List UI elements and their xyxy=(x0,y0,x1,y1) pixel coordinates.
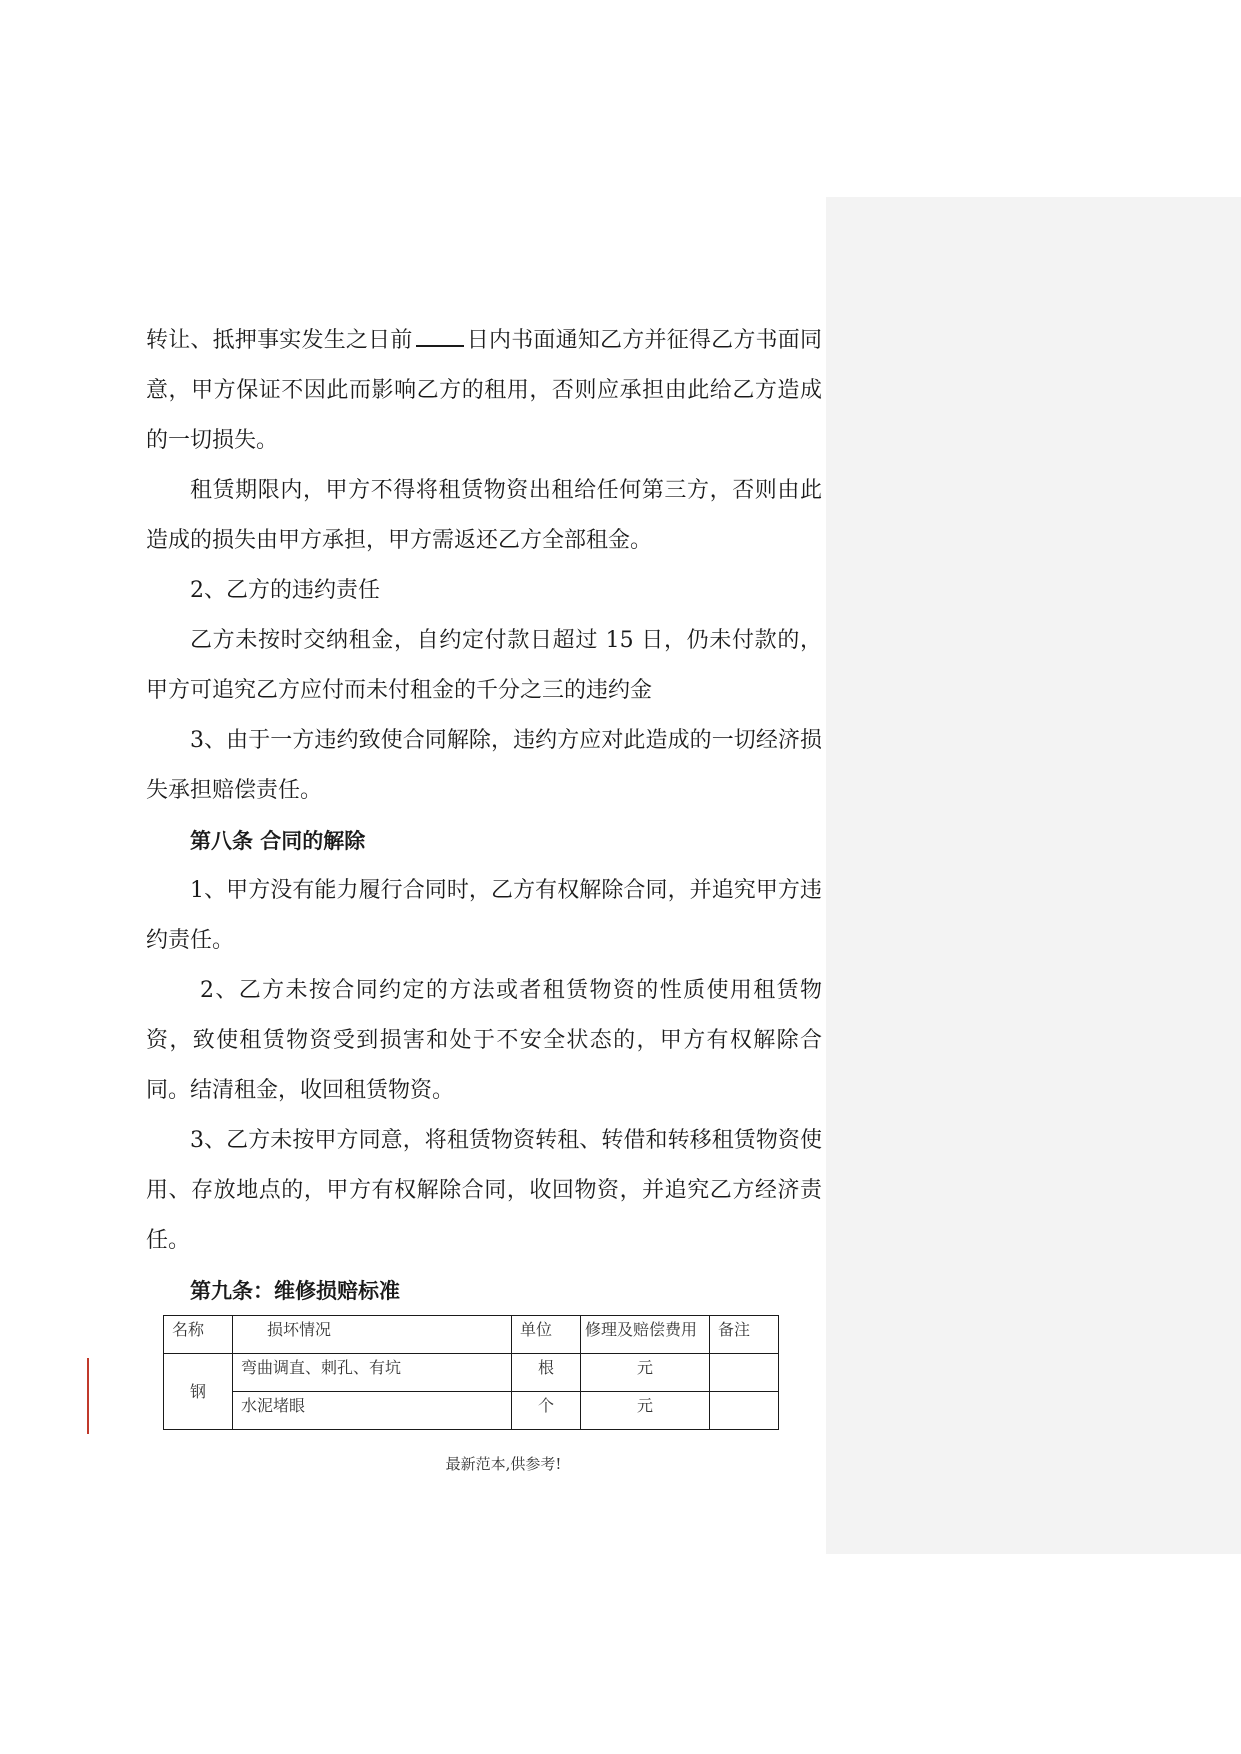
table-header-cell: 名称 xyxy=(164,1316,233,1354)
table-cell-unit: 个 xyxy=(512,1392,581,1430)
table-cell-unit: 根 xyxy=(512,1354,581,1392)
table-cell-material: 钢 xyxy=(164,1354,233,1430)
paragraph-text: 转让、抵押事实发生之日前 xyxy=(146,328,413,353)
paragraph-transfer-notice xyxy=(146,316,822,466)
table-header-cell: 备注 xyxy=(710,1316,779,1354)
section-heading-article-8: 第八条 合同的解除 xyxy=(190,829,366,853)
table-cell-fee: 元 xyxy=(581,1354,710,1392)
paragraph-termination-2: 2、乙方未按合同约定的方法或者租赁物资的性质使用租赁物资，致使租赁物资受到损害和处于不安全状态的，甲方有权解除合同。结清租金，收回租赁物资。 xyxy=(146,978,822,1103)
paragraph-text: 日内书面通知乙方并征得乙方书面同意，甲方保证不因此而影响乙方的租用，否则应承担由此给乙方造成的一切损失。 xyxy=(146,328,822,453)
document-body xyxy=(146,316,822,1316)
table-header-cell: 损坏情况 xyxy=(233,1316,512,1354)
paragraph-late-payment: 乙方未按时交纳租金，自约定付款日超过 15 日，仍未付款的，甲方可追究乙方应付而未付租金的千分之三的违约金 xyxy=(146,628,822,703)
table-header-row xyxy=(164,1316,779,1354)
paragraph-termination-3: 3、乙方未按甲方同意，将租赁物资转租、转借和转移租赁物资使用、存放地点的，甲方有权解除合同，收回物资，并追究乙方经济责任。 xyxy=(146,1128,822,1253)
comment-pane xyxy=(826,197,1241,1554)
paragraph-termination-1: 1、甲方没有能力履行合同时，乙方有权解除合同，并追究甲方违约责任。 xyxy=(146,878,822,953)
damage-standard-table xyxy=(163,1315,779,1430)
page-footer: 最新范本,供参考! xyxy=(445,1455,562,1473)
change-bar xyxy=(87,1358,89,1434)
table-cell-condition: 弯曲调直、刺孔、有坑 xyxy=(233,1354,512,1392)
table-cell-condition: 水泥堵眼 xyxy=(233,1392,512,1430)
table-header-cell: 单位 xyxy=(512,1316,581,1354)
table-cell-note xyxy=(710,1392,779,1430)
paragraph-sublease: 租赁期限内，甲方不得将租赁物资出租给任何第三方，否则由此造成的损失由甲方承担，甲方需返还乙方全部租金。 xyxy=(146,478,822,553)
section-heading-article-9: 第九条：维修损赔标准 xyxy=(190,1279,400,1303)
table-header-cell: 修理及赔偿费用 xyxy=(581,1316,710,1354)
table-cell-note xyxy=(710,1354,779,1392)
table-row xyxy=(164,1392,779,1430)
paragraph-breach-damages: 3、由于一方违约致使合同解除，违约方应对此造成的一切经济损失承担赔偿责任。 xyxy=(146,728,822,803)
fill-in-blank[interactable] xyxy=(416,344,464,347)
table-row xyxy=(164,1354,779,1392)
paragraph-subheading-party-b: 2、乙方的违约责任 xyxy=(190,578,380,603)
table-cell-fee: 元 xyxy=(581,1392,710,1430)
